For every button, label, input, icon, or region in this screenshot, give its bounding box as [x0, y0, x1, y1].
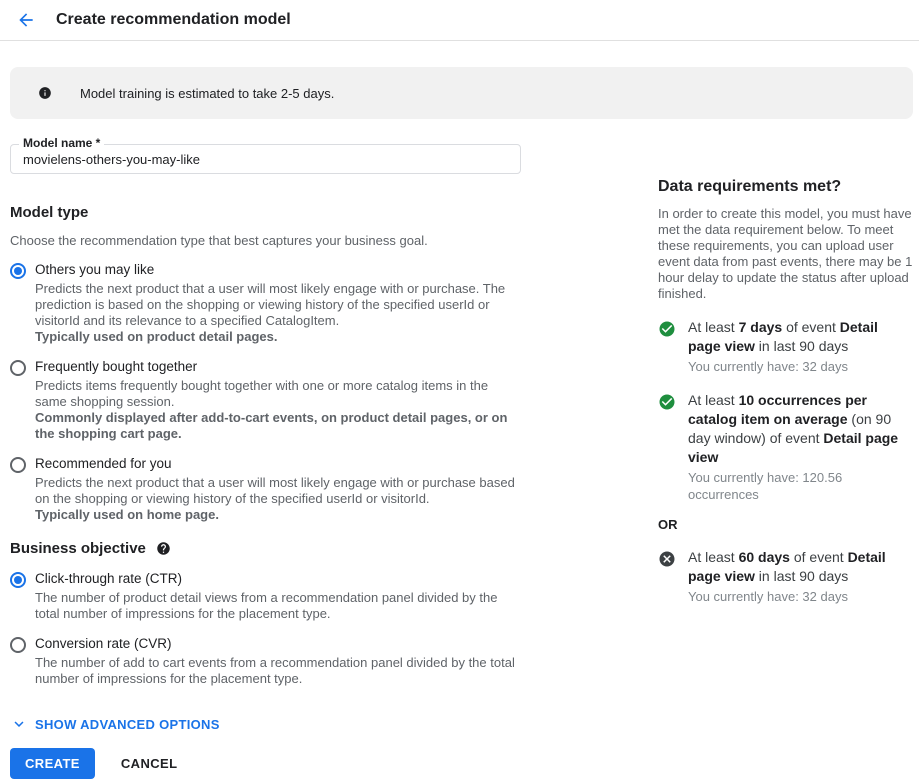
create-button[interactable]: CREATE [10, 748, 95, 779]
page-header [0, 0, 919, 41]
show-advanced-options-toggle[interactable] [10, 715, 220, 733]
radio-others-you-may-like[interactable] [10, 263, 26, 279]
option-label: Click-through rate (CTR) [35, 571, 183, 586]
option-ctr[interactable] [10, 571, 521, 622]
requirement-item [658, 391, 914, 503]
business-objective-heading: Business objective [10, 540, 146, 557]
option-note: Typically used on home page. [35, 507, 219, 522]
requirement-item [658, 318, 914, 375]
option-description: Predicts the next product that a user will most likely engage with or purchase. The prediction is based on the shopping or viewing history of the specified userId or visitorId and its relevance to a specified CatalogItem. [35, 281, 506, 328]
or-label: OR [658, 517, 678, 532]
check-circle-icon [658, 393, 676, 411]
option-label: Frequently bought together [35, 359, 198, 374]
model-type-subheading: Choose the recommendation type that best captures your business goal. [10, 233, 428, 248]
radio-ctr[interactable] [10, 572, 26, 588]
option-note: Typically used on product detail pages. [35, 329, 278, 344]
radio-cvr[interactable] [10, 637, 26, 653]
option-frequently-bought-together[interactable] [10, 359, 521, 442]
data-requirements-panel [658, 178, 914, 605]
model-name-label: Model name * [19, 136, 104, 150]
option-cvr[interactable] [10, 636, 521, 687]
requirement-current-value: You currently have: 120.56 occurrences [688, 470, 843, 502]
option-note: Commonly displayed after add-to-cart events, on product detail pages, or on the shopping cart page. [35, 410, 508, 441]
option-label: Others you may like [35, 262, 155, 277]
requirement-text: At least 10 occurrences per catalog item on average (on 90 day window) of event Detail page view [688, 392, 899, 465]
page-title: Create recommendation model [56, 11, 291, 28]
requirement-current-value: You currently have: 32 days [688, 359, 848, 374]
option-description: Predicts items frequently bought together with one or more catalog items in the same shopping session. [35, 378, 489, 409]
model-type-heading: Model type [10, 204, 89, 221]
option-recommended-for-you[interactable] [10, 456, 521, 523]
option-description: Predicts the next product that a user will most likely engage with or purchase based on the shopping or viewing history of the specified userId or visitorId. [35, 475, 515, 506]
cancel-circle-icon [658, 550, 676, 568]
check-circle-icon [658, 320, 676, 338]
business-objective-options [10, 571, 521, 687]
banner-message: Model training is estimated to take 2-5 days. [80, 85, 335, 101]
option-label: Recommended for you [35, 456, 172, 471]
show-advanced-options-label: SHOW ADVANCED OPTIONS [35, 716, 220, 732]
requirement-text: At least 7 days of event Detail page view in last 90 days [688, 319, 878, 354]
info-banner [10, 67, 913, 119]
info-icon [38, 86, 52, 100]
radio-frequently-bought-together[interactable] [10, 360, 26, 376]
requirement-text: At least 60 days of event Detail page view in last 90 days [688, 549, 886, 584]
option-description: The number of add to cart events from a recommendation panel divided by the total number of impressions for the placement type. [35, 655, 515, 686]
cancel-button[interactable]: CANCEL [120, 756, 178, 771]
chevron-down-icon [10, 715, 28, 733]
option-others-you-may-like[interactable] [10, 262, 521, 345]
help-icon[interactable] [156, 541, 171, 556]
radio-recommended-for-you[interactable] [10, 457, 26, 473]
model-name-field [10, 136, 521, 174]
arrow-back-icon [16, 10, 36, 30]
requirements-heading: Data requirements met? [658, 178, 842, 195]
model-form [10, 136, 521, 779]
back-button[interactable] [14, 8, 38, 32]
requirements-intro: In order to create this model, you must have met the data requirement below. To meet these requirements, you can upload user event data from past events, there may be 1 hour delay to update the status after upload finished. [658, 206, 913, 301]
option-label: Conversion rate (CVR) [35, 636, 172, 651]
option-description: The number of product detail views from a recommendation panel divided by the total number of impressions for the placement type. [35, 590, 498, 621]
model-type-options [10, 262, 521, 523]
requirement-item [658, 548, 914, 605]
requirement-current-value: You currently have: 32 days [688, 589, 848, 604]
